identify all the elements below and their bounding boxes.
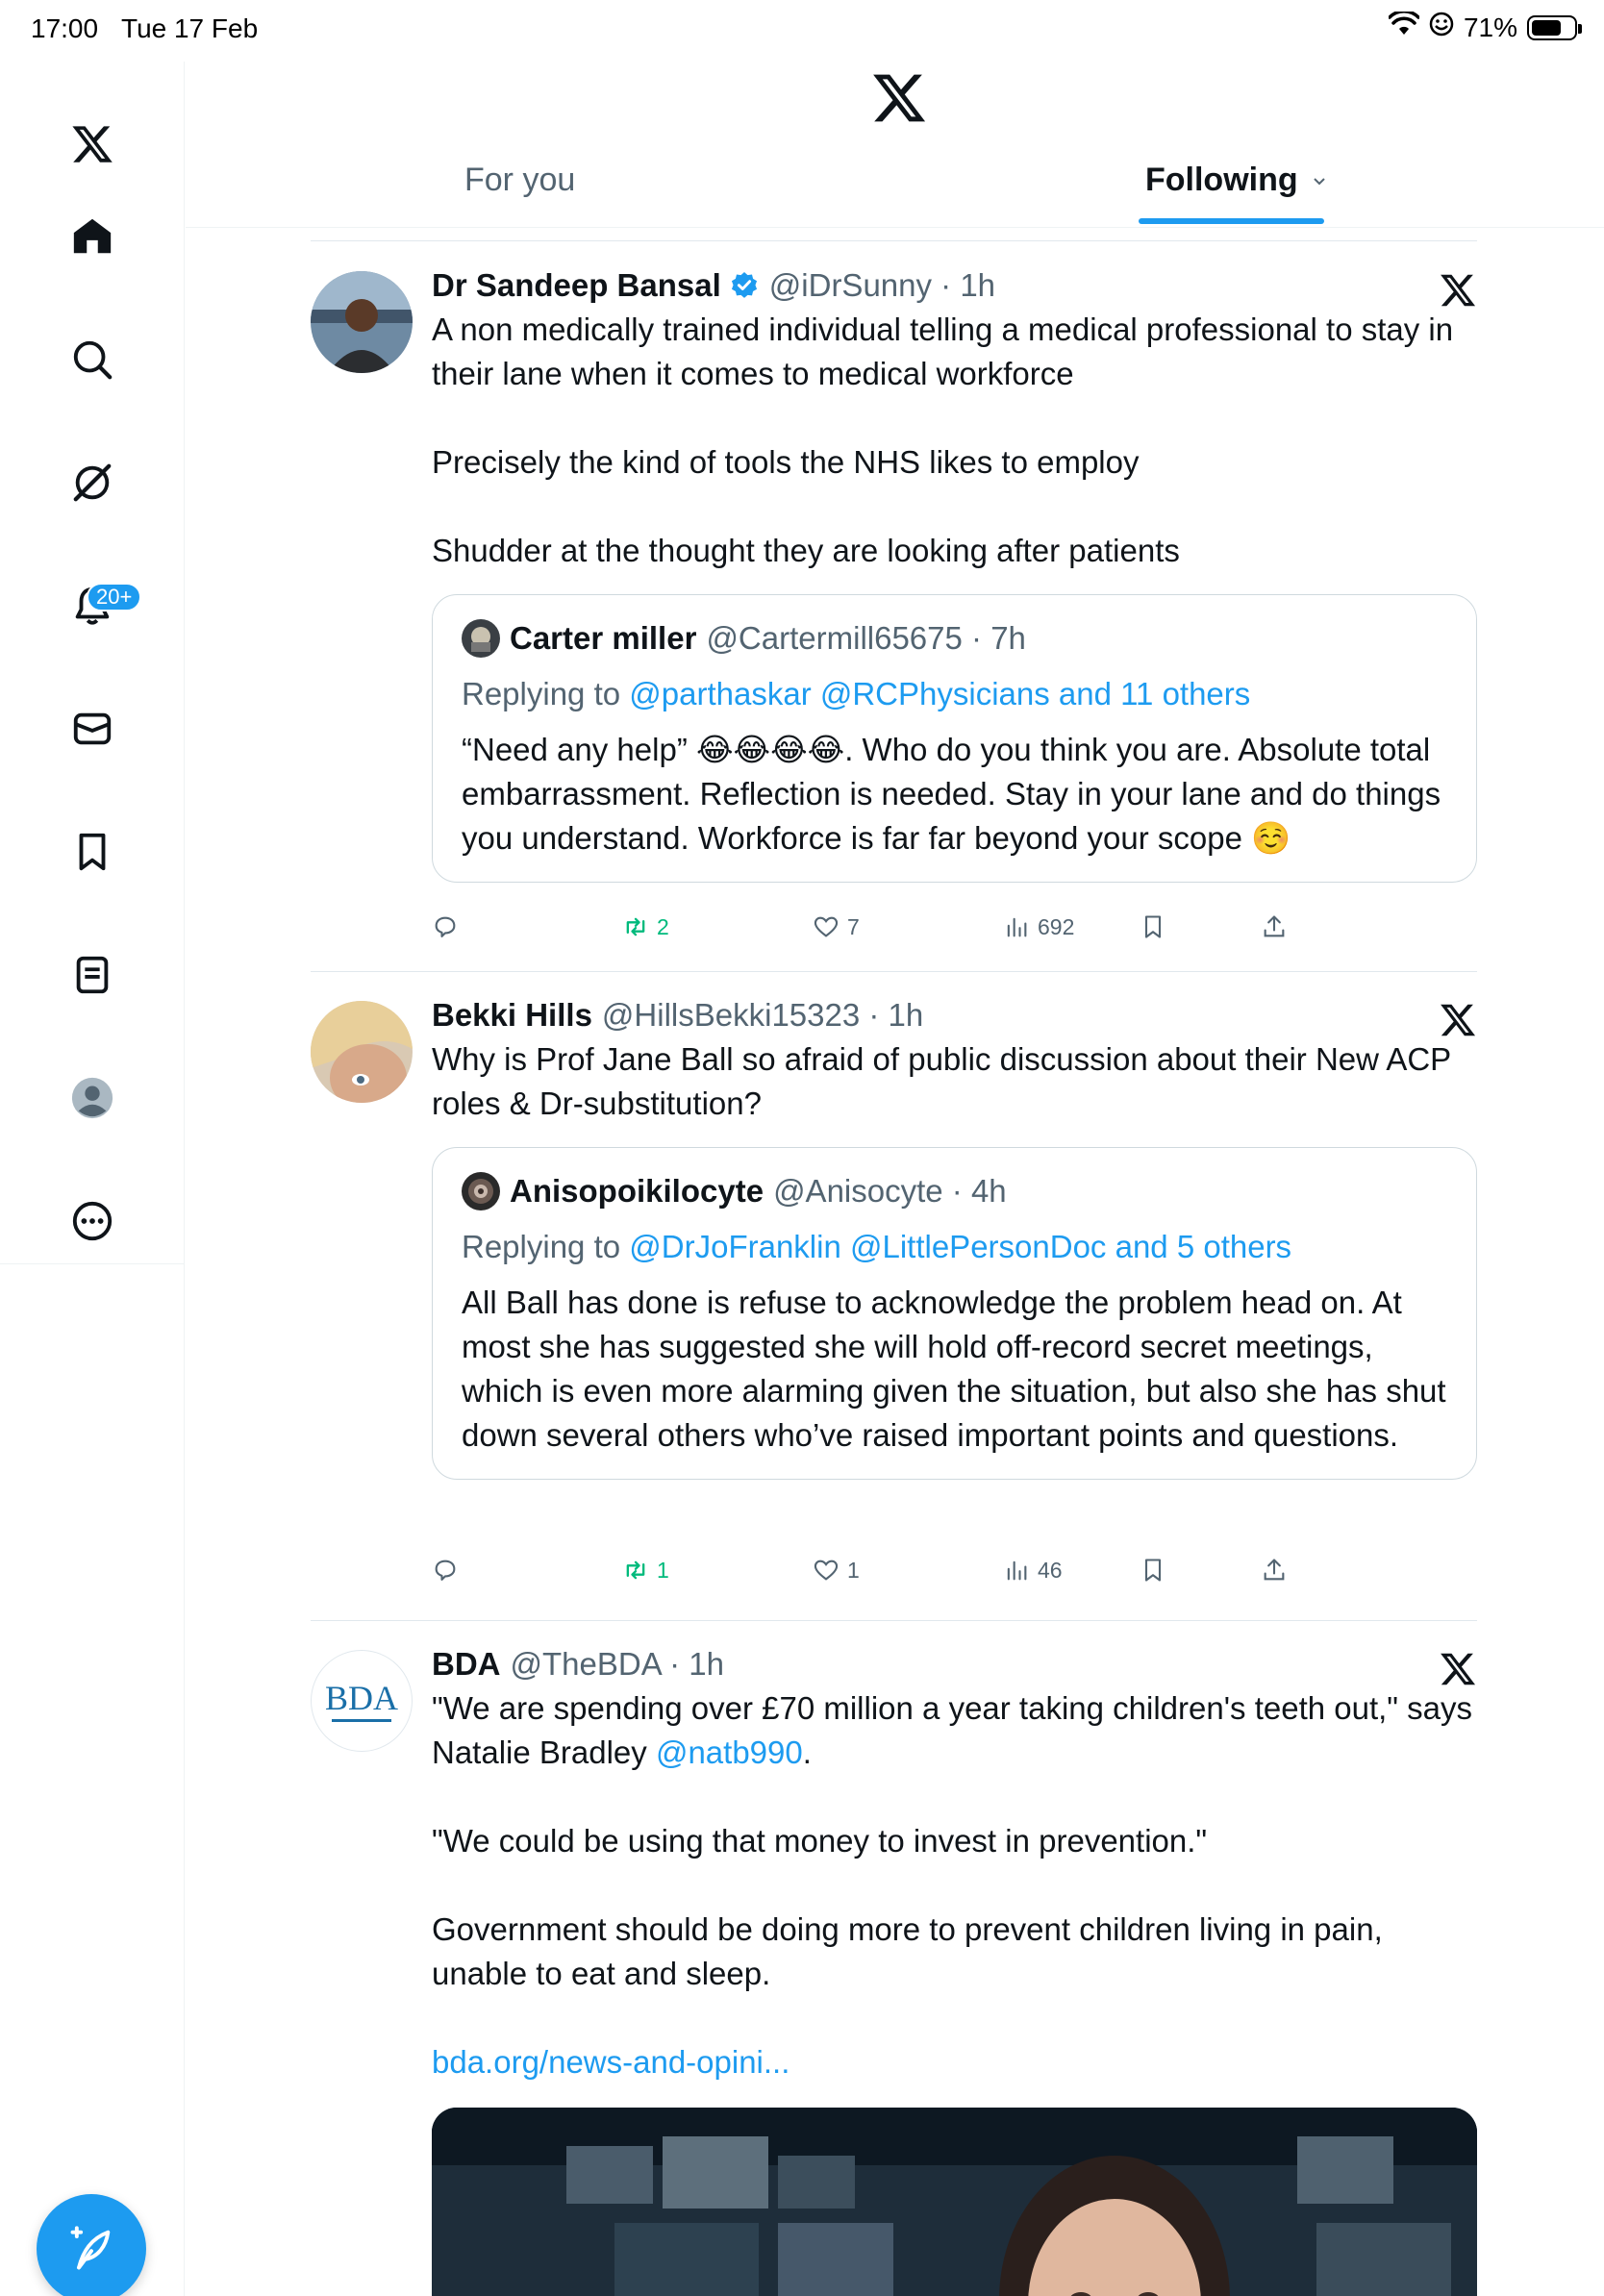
like-button[interactable] (813, 913, 860, 940)
views-button[interactable] (1003, 1557, 1063, 1584)
quoted-author-handle-time: @Cartermill65675 · 7h (706, 620, 1026, 656)
chevron-down-icon (1310, 171, 1329, 190)
tweet-actions (432, 913, 1355, 956)
quoted-tweet-text: All Ball has done is refuse to acknowledge the problem head on. At most she has suggested she will hold off-record secret meetings, which is even more alarming given the situation, but also she has shut down several others who’ve raised important points and questions. (462, 1285, 1446, 1453)
retweet-button[interactable] (622, 1557, 669, 1584)
like-count: 7 (847, 913, 860, 939)
reply-icon (432, 913, 459, 940)
x-logo-icon[interactable] (1439, 1650, 1477, 1688)
tweet-body (432, 993, 1477, 1480)
replying-to (462, 672, 1447, 716)
author-name[interactable]: BDA (432, 1646, 501, 1682)
tweet-actions (432, 1557, 1355, 1599)
retweet-icon (622, 1557, 649, 1584)
author-handle-time[interactable]: @TheBDA · 1h (510, 1646, 724, 1682)
like-button[interactable] (813, 1557, 860, 1584)
verified-badge-icon (729, 270, 760, 301)
tweet-text-part2: . "We could be using that money to invest in prevention." Government should be doing more to prevent children living in pain, unable to eat and sleep. (432, 1734, 1383, 1991)
bda-logo-rule (332, 1719, 391, 1722)
view-count: 46 (1038, 1557, 1063, 1583)
bookmark-button[interactable] (1140, 1557, 1166, 1584)
article-link[interactable]: bda.org/news-and-opini... (432, 2044, 790, 2080)
retweet-count: 2 (657, 913, 669, 939)
bda-logo-text: BDA (324, 1678, 398, 1717)
replying-to-mentions[interactable]: @parthaskar @RCPhysicians and 11 others (629, 676, 1251, 711)
tweet-text (432, 1686, 1482, 1996)
x-logo-icon[interactable] (54, 106, 131, 183)
share-icon (1261, 913, 1288, 940)
view-count: 692 (1038, 913, 1075, 939)
status-time: 17:00 (31, 13, 99, 43)
quoted-author-name: Anisopoikilocyte (510, 1173, 764, 1209)
avatar[interactable] (311, 1001, 413, 1103)
mention-link[interactable]: @natb990 (655, 1734, 803, 1770)
media-image[interactable] (432, 2108, 1477, 2296)
like-count: 1 (847, 1557, 860, 1583)
reply-icon (432, 1557, 459, 1584)
battery-percent: 71% (1463, 12, 1517, 42)
more-icon[interactable] (54, 1183, 131, 1260)
quoted-avatar (462, 1172, 500, 1210)
x-logo-icon[interactable] (1439, 1001, 1477, 1039)
tweet-text: Why is Prof Jane Ball so afraid of public discussion about their New ACP roles & Dr-substitution? (432, 1041, 1460, 1121)
wifi-icon (1389, 12, 1419, 43)
bookmark-button[interactable] (1140, 913, 1166, 940)
quoted-author-name: Carter miller (510, 620, 697, 656)
retweet-count: 1 (657, 1557, 669, 1583)
notifications-badge: 20+ (87, 583, 141, 611)
replying-to-prefix: Replying to (462, 676, 630, 711)
bookmark-icon (1140, 913, 1166, 940)
quoted-tweet-text: “Need any help” 😂😂😂😂. Who do you think you are. Absolute total embarrassment. Reflection is needed. Stay in your lane and do things you understand. Workforce is far far beyond your scope ☺️ (462, 732, 1441, 856)
author-name[interactable]: Bekki Hills (432, 997, 592, 1033)
tweet-header (432, 993, 1477, 1037)
avatar[interactable] (311, 1650, 413, 1752)
share-button[interactable] (1261, 1557, 1288, 1584)
feed-divider (311, 1620, 1477, 1621)
focus-icon (1429, 12, 1454, 43)
replying-to-prefix: Replying to (462, 1229, 630, 1264)
tweet-body (432, 1642, 1482, 2084)
battery-icon (1527, 15, 1577, 40)
tab-active-indicator (1139, 218, 1324, 224)
tweet-body (432, 263, 1477, 883)
timeline-header (186, 62, 1604, 228)
views-chart-icon (1003, 1557, 1030, 1584)
tweet-text: A non medically trained individual telling a medical professional to stay in their lane when it comes to medical workforce Precisely the kind of tools the NHS likes to employ Shudder at the thought they are looking after patients (432, 312, 1454, 568)
search-icon[interactable] (54, 321, 131, 398)
bookmark-icon (1140, 1557, 1166, 1584)
retweet-button[interactable] (622, 913, 669, 940)
avatar[interactable] (311, 271, 413, 373)
news-studio-image (432, 2108, 1477, 2296)
sidebar (0, 62, 185, 2296)
heart-icon (813, 1557, 840, 1584)
tab-following-label: Following (1145, 162, 1298, 198)
profile-avatar-icon[interactable] (54, 1060, 131, 1136)
feed-divider (311, 971, 1477, 972)
replying-to (462, 1225, 1447, 1269)
share-button[interactable] (1261, 913, 1288, 940)
tweet-header (432, 1642, 1477, 1686)
x-logo-icon[interactable] (1439, 271, 1477, 310)
feather-plus-icon (66, 2224, 116, 2274)
feed-divider (311, 240, 1477, 241)
tab-for-you[interactable]: For you (464, 162, 576, 198)
author-handle-time[interactable]: @iDrSunny · 1h (768, 267, 996, 303)
author-handle-time[interactable]: @HillsBekki15323 · 1h (601, 997, 924, 1033)
sidebar-divider (0, 1263, 185, 1264)
reply-button[interactable] (432, 1557, 466, 1584)
x-header-logo-icon[interactable] (870, 69, 928, 127)
status-bar (0, 0, 1604, 62)
lists-icon[interactable] (54, 936, 131, 1013)
replying-to-mentions[interactable]: @DrJoFranklin @LittlePersonDoc and 5 others (629, 1229, 1292, 1264)
quoted-avatar (462, 619, 500, 658)
status-date: Tue 17 Feb (121, 13, 259, 43)
compose-post-button[interactable] (37, 2194, 146, 2296)
tab-following[interactable] (1145, 162, 1329, 199)
status-right (1389, 12, 1577, 43)
views-chart-icon (1003, 913, 1030, 940)
quoted-tweet-header (462, 1169, 1447, 1213)
share-icon (1261, 1557, 1288, 1584)
tweet-text-part1: "We are spending over £70 million a year taking children's teeth out," says Natalie Bradley (432, 1690, 1482, 1770)
author-name[interactable]: Dr Sandeep Bansal (432, 267, 721, 303)
views-button[interactable] (1003, 913, 1074, 940)
tweet-header (432, 263, 1477, 308)
quoted-tweet[interactable] (432, 1147, 1477, 1480)
heart-icon (813, 913, 840, 940)
retweet-icon (622, 913, 649, 940)
quoted-tweet-header (462, 616, 1447, 661)
reply-button[interactable] (432, 913, 466, 940)
grok-icon[interactable] (54, 444, 131, 521)
home-icon[interactable] (54, 198, 131, 275)
messages-icon[interactable] (54, 690, 131, 767)
notifications-icon[interactable] (54, 567, 131, 644)
quoted-author-handle-time: @Anisocyte · 4h (773, 1173, 1007, 1209)
bookmarks-icon[interactable] (54, 813, 131, 890)
quoted-tweet[interactable] (432, 594, 1477, 883)
